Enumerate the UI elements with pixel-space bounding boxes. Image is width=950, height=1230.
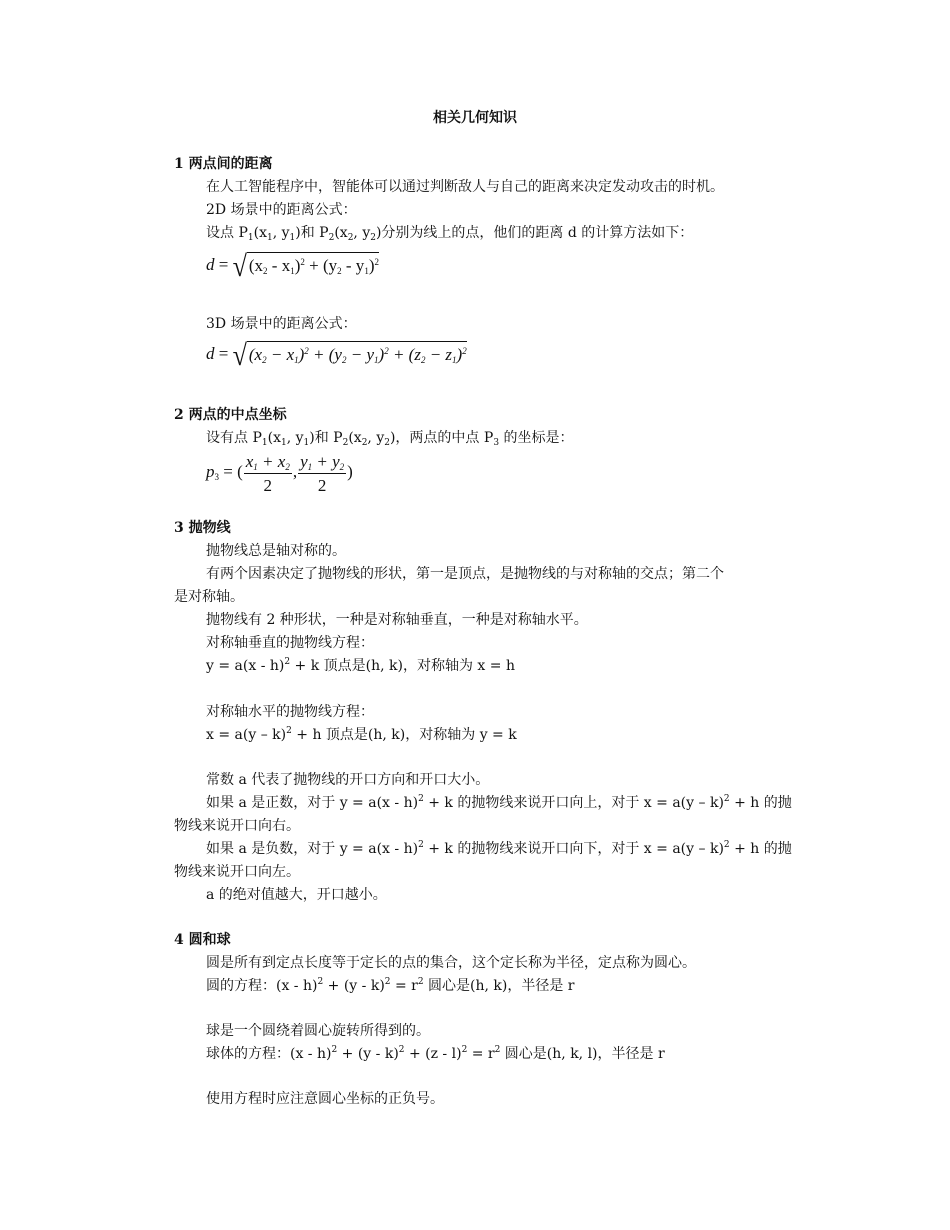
- paragraph: 物线来说开口向右。: [174, 818, 300, 834]
- formula-distance-3d: d = √ $(x_2 - x_1)^2 + (y_2 - y_1)^2 + (z_2 - z_1)^2$: [206, 338, 467, 373]
- page-title: 相关几何知识: [433, 110, 517, 126]
- paragraph: 3D 场景中的距离公式：: [206, 316, 357, 332]
- paragraph: 圆是所有到定点长度等于定长的点的集合，这个定长称为半径，定点称为圆心。: [206, 955, 696, 971]
- paragraph: 设有点 $P_1(x_1$, $y_1$)和 $P_2(x_2$, $y_2$)，两点的中点 $P_3$ 的坐标是：: [206, 430, 574, 448]
- section-heading-midpoint: 2 两点的中点坐标: [174, 407, 287, 423]
- equation-sphere: 球体的方程：$(x - h)^2 + (y - k)^2 + (z - l)^2 = r^2$ 圆心是(h, k, l)，半径是 r: [206, 1045, 665, 1062]
- equation-horizontal-parabola: x = a(y – k)$^2$ + h 顶点是(h, k)，对称轴为 y = k: [206, 726, 517, 743]
- paragraph: 抛物线有 2 种形状，一种是对称轴垂直，一种是对称轴水平。: [206, 612, 588, 628]
- paragraph: 在人工智能程序中，智能体可以通过判断敌人与自己的距离来决定发动攻击的时机。: [206, 179, 724, 195]
- paragraph: 球是一个圆绕着圆心旋转所得到的。: [206, 1023, 430, 1039]
- paragraph: 物线来说开口向左。: [174, 864, 300, 880]
- paragraph: a 的绝对值越大，开口越小。: [206, 887, 387, 903]
- formula-distance-2d: d = √ $(x_2 - x_1)^2 + (y_2 - y_1)^2$: [206, 249, 379, 284]
- paragraph: 抛物线总是轴对称的。: [206, 543, 346, 559]
- paragraph: 对称轴垂直的抛物线方程：: [206, 635, 374, 651]
- paragraph: 使用方程时应注意圆心坐标的正负号。: [206, 1091, 444, 1107]
- paragraph: 2D 场景中的距离公式：: [206, 202, 357, 218]
- paragraph: 有两个因素决定了抛物线的形状，第一是顶点，是抛物线的与对称轴的交点；第二个: [206, 566, 724, 582]
- paragraph: 设点 $P_1(x_1$, $y_1$)和 $P_2(x_2$, $y_2$)分别为线上的点，他们的距离 d 的计算方法如下：: [206, 225, 694, 243]
- section-heading-distance: 1 两点间的距离: [174, 156, 273, 172]
- paragraph: 常数 a 代表了抛物线的开口方向和开口大小。: [206, 772, 490, 788]
- formula-midpoint: $p_3$ = ( $\frac{x_1 + x_2}{2}$ , $\frac{y_1 + y_2}{2}$ ): [206, 452, 353, 495]
- paragraph: 如果 a 是负数，对于 y = a(x - h)$^2$ + k 的抛物线来说开口向下，对于 x = a(y – k)$^2$ + h 的抛: [206, 840, 792, 857]
- section-heading-parabola: 3 抛物线: [174, 520, 231, 536]
- paragraph: 是对称轴。: [174, 589, 244, 605]
- equation-vertical-parabola: y = a(x - h)$^2$ + k 顶点是(h, k)，对称轴为 x = h: [206, 657, 515, 674]
- section-heading-circle-sphere: 4 圆和球: [174, 932, 231, 948]
- paragraph: 对称轴水平的抛物线方程：: [206, 704, 374, 720]
- equation-circle: 圆的方程：$(x - h)^2 + (y - k)^2 = r^2$ 圆心是(h, k)，半径是 r: [206, 977, 575, 994]
- paragraph: 如果 a 是正数，对于 y = a(x - h)$^2$ + k 的抛物线来说开口向上，对于 x = a(y – k)$^2$ + h 的抛: [206, 794, 792, 811]
